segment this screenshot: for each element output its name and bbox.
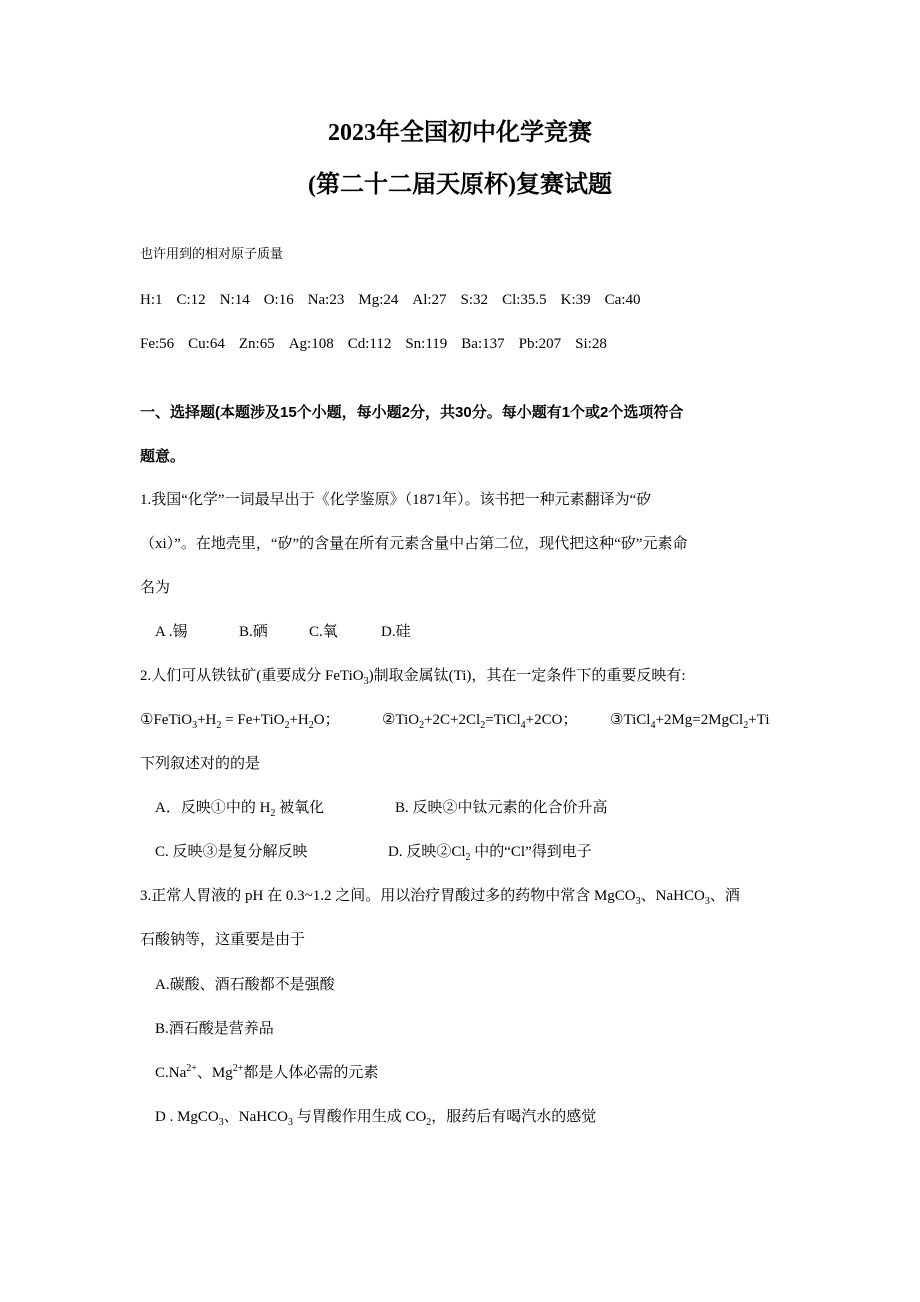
atomic-mass-label: 也许用到的相对原子质量: [140, 247, 284, 262]
q1-option-d: D.硅: [381, 624, 411, 640]
q1-line1: 1.我国“化学”一词最早出于《化学鉴原》（1871年）。该书把一种元素翻译为“矽: [140, 492, 652, 508]
section-heading-line2: 题意。: [140, 448, 186, 465]
q2-options-ab: [155, 798, 608, 818]
mass-row1-item: Mg:24: [358, 292, 399, 308]
q1-line3: 名为: [140, 580, 171, 596]
mass-row1-item: N:14: [219, 292, 250, 308]
q1-options: [155, 622, 411, 642]
document-title-line1: 2023年全国初中化学竞赛: [328, 120, 592, 146]
q2-option-c: C. 反映③是复分解反映: [155, 844, 308, 860]
q2-reaction-3: ③TiCl$_4$+2Mg=2MgCl$_2$+Ti: [610, 712, 770, 731]
q2-reaction-2: $②TiO_2+2C+2Cl_2=TiCl_4+2CO$；: [382, 712, 578, 731]
q3-option-c: $C.Na^{2+}$、$Mg^{2+}$都是人体必需的元素: [155, 1063, 379, 1081]
q1-option-b: B.硒: [239, 624, 268, 640]
mass-row2-item: Fe:56: [140, 336, 175, 352]
q2-option-b: B. 反映②中钛元素的化合价升高: [395, 800, 608, 816]
mass-row2-item: Si:28: [575, 336, 607, 352]
mass-row2-item: Cu:64: [188, 336, 225, 352]
mass-row1-item: K:39: [560, 292, 591, 308]
atomic-mass-row1: [140, 290, 655, 310]
q3-option-d: D . MgCO$_3$、NaHCO$_3$ 与胃酸作用生成 $CO_2$，服药后有喝汽水的感觉: [155, 1109, 597, 1128]
mass-row2-item: Sn:119: [405, 336, 448, 352]
q2-intro: 2.人们可从铁钛矿(重要成分 FeTiO$_3$)制取金属钛(Ti)，其在一定条件下的重要反映有:: [140, 668, 686, 687]
mass-row1-item: S:32: [460, 292, 489, 308]
mass-row1-item: Na:23: [307, 292, 345, 308]
q3-line1: 3.正常人胃液的 pH 在 0.3~1.2 之间。用以治疗胃酸过多的药物中常含 MgCO$_3$、NaHCO$_3$、酒: [140, 888, 740, 907]
mass-row2-item: Ag:108: [288, 336, 334, 352]
q1-option-a: A .锡: [155, 624, 188, 640]
mass-row1-item: O:16: [263, 292, 294, 308]
q2-option-d: D. 反映$②Cl_2$ 中的“Cl”得到电子: [388, 844, 592, 863]
q2-prompt: 下列叙述对的的是: [140, 756, 261, 772]
q2-reaction-1: $①FeTiO_3+H_2 = Fe+TiO_2+H_2O$；: [140, 712, 340, 731]
q3-line2: 石酸钠等，这重要是由于: [140, 932, 306, 948]
mass-row2-item: Ba:137: [461, 336, 505, 352]
q1-line2: （xi）”。在地壳里，“矽”的含量在所有元素含量中占第二位，现代把这种“矽”元素命: [140, 536, 688, 552]
atomic-mass-row2: [140, 334, 621, 354]
q3-option-b: B.酒石酸是营养品: [155, 1021, 274, 1037]
mass-row1-item: Al:27: [412, 292, 447, 308]
q2-reactions: [140, 710, 769, 730]
section-heading: [140, 403, 683, 423]
document-title-line2: (第二十二届天原杯)复赛试题: [308, 172, 612, 198]
mass-row1-item: H:1: [140, 292, 163, 308]
mass-row2-item: Zn:65: [238, 336, 275, 352]
mass-row1-item: Cl:35.5: [502, 292, 547, 308]
section-heading-cont: [140, 447, 185, 467]
q3-option-a: A.碳酸、酒石酸都不是强酸: [155, 977, 335, 993]
q2-option-a: A．反映①中的 $H_2$ 被氧化: [155, 800, 325, 819]
mass-row2-item: Pb:207: [518, 336, 562, 352]
mass-row1-item: Ca:40: [604, 292, 641, 308]
mass-row2-item: Cd:112: [347, 336, 392, 352]
mass-row1-item: C:12: [176, 292, 206, 308]
q2-options-cd: [155, 842, 592, 862]
section-heading-line1: 一、选择题(本题涉及15个小题，每小题2分，共30分。每小题有1个或2个选项符合: [140, 404, 684, 421]
q1-option-c: C.氧: [309, 624, 338, 640]
